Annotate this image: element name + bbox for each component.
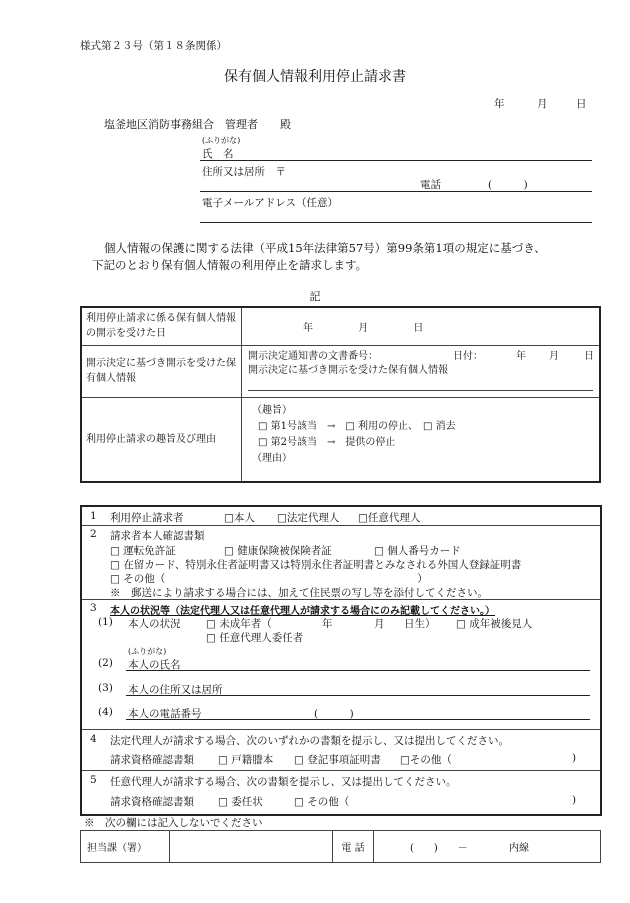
name-field[interactable] (200, 160, 592, 161)
requester-self-checkbox[interactable]: □本人 (224, 512, 255, 524)
section-2-divider (82, 525, 600, 526)
item-3-number: (3) (98, 682, 113, 694)
section-2-number: 2 (90, 528, 97, 540)
principal-phone-field[interactable] (126, 719, 590, 720)
email-label: 電子メールアドレス（任意） (202, 197, 338, 209)
section-3-divider (82, 599, 600, 600)
purpose-option-1[interactable]: □ 第1号該当 → □ 利用の停止、 □ 消去 (258, 420, 456, 432)
section-4-docs-label: 請求資格確認書類 (110, 754, 194, 766)
office-phone-field[interactable]: ( ) － 内線 (374, 831, 601, 863)
section-2-title: 請求者本人確認書類 (110, 530, 205, 542)
mail-note: ※ 郵送により請求する場合には、加えて住民票の写し等を添付してください。 (110, 587, 488, 599)
doc-other-checkbox-5[interactable]: □ その他（ (294, 796, 350, 808)
request-table (80, 306, 601, 483)
disclosure-date-label: 利用停止請求に係る保有個人情報の開示を受けた日 (81, 307, 242, 345)
section-4-number: 4 (90, 733, 97, 745)
page-title: 保有個人情報利用停止請求書 (224, 69, 406, 85)
principal-name-field[interactable] (126, 670, 590, 671)
date-month-label: 月 (537, 98, 548, 110)
requester-info-box: 1 利用停止請求者 □本人 □法定代理人 □任意代理人 2 請求者本人確認書類 □ 運転免許証 □ 健康保険被保険者証 □ 個人番号カード □ 在留カード、特別永住者証明書又は特別永住者証明書とみなされる外国人登録証明書 □ その他（ ） ※ 郵送により請求する場合には、加えて住民票の写し等を添付してください。 3 本人の状況等（法定代理人又は任意代理人が請求する場合にのみ記載してください。） (1) 本人の状況 □ 未成年者（ 年 月 日生） □ 成年被後見人 □ 任意代理人委任者 (ふりがな) (2) 本人の氏名 (3) 本人の住所又は居所 (4) 本人の電話番号 ( ) 4 法定代理人が請求する場合、次のいずれかの書類を提示し、又は提出してください。 請求資格確認書類 □ 戸籍謄本 □ 登記事項証明書 □その他（ ) 5 任意代理人が請求する場合、次の書類を提示し、又は提出してください。 請求資格確認書類 □ 委任状 □ その他（ ) (80, 505, 602, 816)
item-2-number: (2) (98, 657, 113, 669)
disclosed-info-line (248, 390, 593, 391)
form-number: 様式第２３号（第１８条関係） (80, 40, 227, 52)
principal-phone-parens: ( ) (314, 708, 354, 720)
purpose-option-2[interactable]: □ 第2号該当 → 提供の停止 (258, 436, 396, 448)
phone-parens: ( ) (488, 179, 528, 191)
section-5-divider (82, 770, 600, 771)
doc-koseki-checkbox[interactable]: □ 戸籍謄本 (218, 754, 274, 766)
status-minor-checkbox[interactable]: □ 未成年者（ (206, 618, 272, 630)
office-use-table (80, 830, 601, 863)
section-4-text: 法定代理人が請求する場合、次のいずれかの書類を提示し、又は提出してください。 (110, 735, 509, 747)
office-use-note: ※ 次の欄には記入しないでください (84, 817, 263, 829)
section-4-divider (82, 729, 600, 730)
item-4-number: (4) (98, 706, 113, 718)
id-insurance-checkbox[interactable]: □ 健康保険被保険者証 (224, 545, 332, 557)
section-5-number: 5 (90, 774, 97, 786)
id-residence-card-checkbox[interactable]: □ 在留カード、特別永住者証明書又は特別永住者証明書とみなされる外国人登録証明書 (110, 559, 522, 571)
section-5-text: 任意代理人が請求する場合、次の書類を提示し、又は提出してください。 (110, 776, 457, 788)
reason-heading: （理由） (252, 452, 292, 464)
item-3-label: 本人の住所又は居所 (128, 684, 223, 696)
dept-label: 担当課（署） (81, 831, 170, 863)
purpose-reason-field[interactable] (242, 397, 601, 482)
doc-other-checkbox-4[interactable]: □その他（ (400, 754, 452, 766)
intro-line-1: 個人情報の保護に関する法律（平成15年法律第57号）第99条第1項の規定に基づき、 (104, 241, 546, 255)
item-2-furigana: (ふりがな) (128, 647, 167, 656)
requester-voluntary-checkbox[interactable]: □任意代理人 (358, 512, 421, 524)
disclosed-info-desc: 開示決定に基づき開示を受けた保有個人情報 (248, 364, 448, 376)
principal-address-field[interactable] (126, 695, 590, 696)
item-1-label: 本人の状況 (128, 618, 181, 630)
disclosure-date-field[interactable]: 年 月 日 (242, 307, 601, 345)
furigana-label: (ふりがな) (202, 136, 241, 145)
doc-power-of-attorney-checkbox[interactable]: □ 委任状 (218, 796, 263, 808)
item-4-label: 本人の電話番号 (128, 708, 202, 720)
address-field[interactable] (200, 191, 592, 192)
doc-number-label: 開示決定通知書の文書番号： (248, 350, 378, 362)
disclosed-info-field[interactable]: 開示決定通知書の文書番号： 日付： 年 月 日 開示決定に基づき開示を受けた保有個人情報 (242, 345, 601, 397)
disclosed-info-label: 開示決定に基づき開示を受けた保有個人情報 (81, 345, 242, 397)
office-phone-label: 電 話 (333, 831, 374, 863)
name-label: 氏 名 (202, 148, 234, 160)
section-1-label: 利用停止請求者 (110, 512, 184, 524)
doc-registry-checkbox[interactable]: □ 登記事項証明書 (294, 754, 381, 766)
doc-date-label: 日付： (453, 350, 483, 362)
section-1-number: 1 (90, 510, 97, 522)
date-day-label: 日 (576, 98, 587, 110)
id-mynumber-checkbox[interactable]: □ 個人番号カード (374, 545, 461, 557)
item-2-label: 本人の氏名 (128, 659, 181, 671)
purpose-heading: （趣旨） (252, 404, 292, 416)
section-3-title: 本人の状況等（法定代理人又は任意代理人が請求する場合にのみ記載してください。） (110, 606, 495, 617)
ki-heading: 記 (309, 290, 321, 303)
section-3-number: 3 (90, 602, 97, 614)
purpose-reason-label: 利用停止請求の趣旨及び理由 (81, 397, 242, 482)
id-license-checkbox[interactable]: □ 運転免許証 (110, 545, 176, 557)
status-delegator-checkbox[interactable]: □ 任意代理人委任者 (206, 632, 304, 644)
phone-label: 電話 (420, 179, 441, 191)
address-label: 住所又は居所 〒 (202, 166, 286, 178)
dept-field[interactable] (170, 831, 333, 863)
addressee: 塩釜地区消防事務組合 管理者 殿 (104, 118, 291, 131)
email-field[interactable] (200, 222, 592, 223)
section-5-docs-label: 請求資格確認書類 (110, 796, 194, 808)
date-year-label: 年 (494, 98, 505, 110)
status-guardian-checkbox[interactable]: □ 成年被後見人 (456, 618, 533, 630)
id-other-checkbox[interactable]: □ その他（ ） (110, 573, 428, 585)
intro-line-2: 下記のとおり保有個人情報の利用停止を請求します。 (92, 258, 368, 272)
item-1-number: (1) (98, 616, 113, 628)
requester-legal-checkbox[interactable]: □法定代理人 (277, 512, 340, 524)
